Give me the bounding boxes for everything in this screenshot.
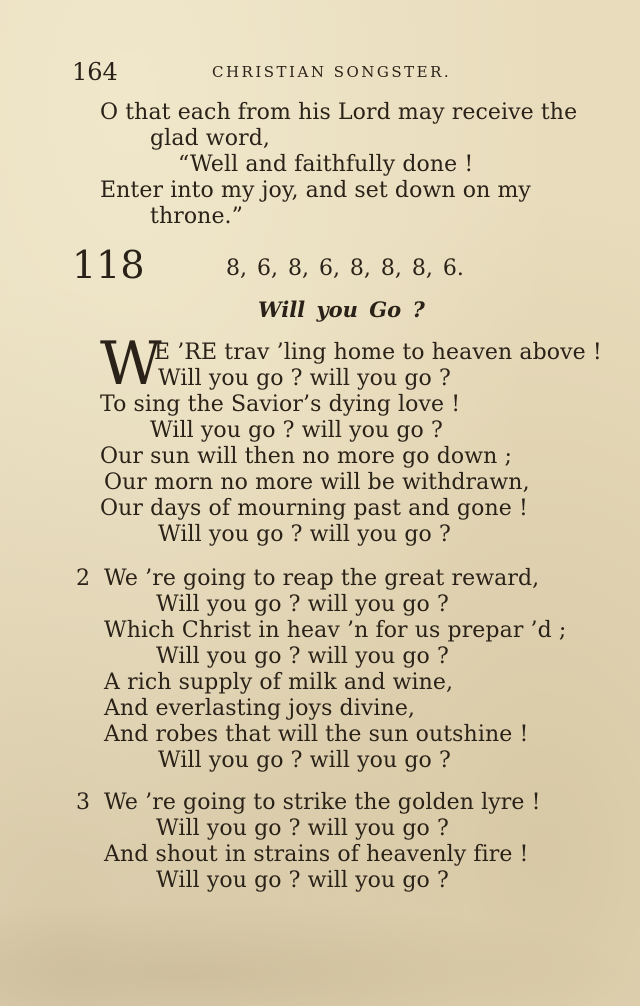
stanza2-line: We ’re going to reap the great reward, (104, 566, 540, 591)
stanza2-line: Will you go ? will you go ? (158, 748, 451, 773)
stanza3-line: We ’re going to strike the golden lyre ! (104, 790, 541, 815)
stanza3-line: Will you go ? will you go ? (156, 868, 449, 893)
stanza1-line: Will you go ? will you go ? (150, 418, 443, 443)
prev-hymn-line: “Well and faithfully done ! (178, 152, 474, 177)
stanza1-line: E ’RE trav ’ling home to heaven above ! (154, 340, 602, 365)
stanza2-line: Will you go ? will you go ? (156, 644, 449, 669)
prev-hymn-line: glad word, (150, 126, 270, 151)
page-stain (0, 900, 640, 1006)
stanza3-line: Will you go ? will you go ? (156, 816, 449, 841)
stanza-number: 2 (76, 566, 90, 591)
stanza1-line: Our sun will then no more go down ; (100, 444, 513, 469)
prev-hymn-line: Enter into my joy, and set down on my (100, 178, 531, 203)
stanza2-line: Will you go ? will you go ? (156, 592, 449, 617)
stanza2-line: And robes that will the sun outshine ! (104, 722, 529, 747)
stanza1-line: Will you go ? will you go ? (158, 522, 451, 547)
stanza1-line: To sing the Savior’s dying love ! (100, 392, 461, 417)
prev-hymn-line: O that each from his Lord may receive the (100, 100, 578, 125)
stanza1-line: Will you go ? will you go ? (158, 366, 451, 391)
stanza2-line: And everlasting joys divine, (104, 696, 416, 721)
prev-hymn-line: throne.” (150, 204, 244, 229)
running-title: CHRISTIAN SONGSTER. (212, 63, 452, 81)
stanza3-line: And shout in strains of heavenly fire ! (104, 842, 529, 867)
hymn-title: Will you Go ? (258, 297, 425, 322)
hymn-number: 118 (72, 243, 145, 287)
page-number: 164 (72, 58, 118, 86)
stanza1-line: Our days of mourning past and gone ! (100, 496, 528, 521)
stanza1-line: Our morn no more will be withdrawn, (104, 470, 530, 495)
stanza-number: 3 (76, 790, 90, 815)
stanza2-line: Which Christ in heav ’n for us prepar ’d ; (104, 618, 567, 643)
hymn-meter: 8, 6, 8, 6, 8, 8, 8, 6. (226, 256, 464, 281)
drop-cap-letter: W (100, 329, 162, 399)
stanza2-line: A rich supply of milk and wine, (104, 670, 454, 695)
